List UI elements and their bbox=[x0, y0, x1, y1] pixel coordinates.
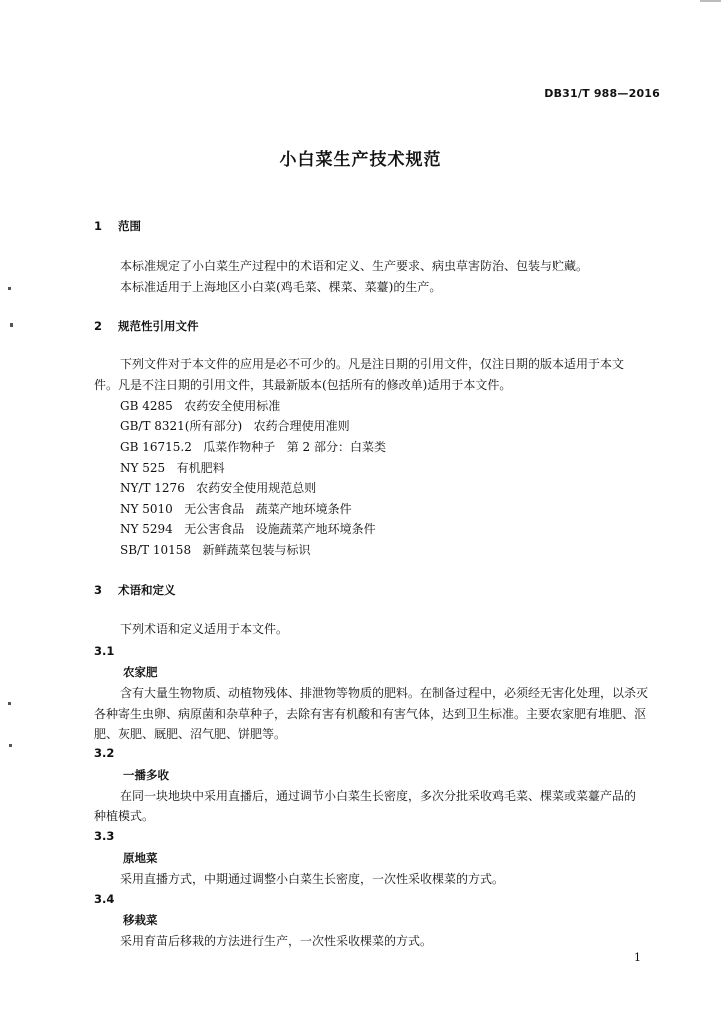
section-title: 术语和定义 bbox=[118, 583, 176, 597]
section-number: 3 bbox=[94, 583, 103, 597]
definition-line: 在同一块地块中采用直播后，通过调节小白菜生长密度，多次分批采收鸡毛菜、棵菜或菜薹产品的 bbox=[120, 789, 637, 803]
paragraph-line: 下列术语和定义适用于本文件。 bbox=[120, 622, 289, 636]
definition-line: 种植模式。 bbox=[94, 809, 155, 823]
page-number: 1 bbox=[634, 951, 641, 964]
section-heading-2 bbox=[94, 318, 199, 334]
paragraph-line: 本标准适用于上海地区小白菜(鸡毛菜、棵菜、菜薹)的生产。 bbox=[120, 280, 442, 294]
scan-mark bbox=[8, 287, 11, 290]
term-name: 一播多收 bbox=[123, 768, 169, 782]
reference-item: GB/T 8321(所有部分) 农药合理使用准则 bbox=[120, 419, 350, 433]
section-title: 范围 bbox=[118, 219, 141, 233]
reference-item: NY 5294 无公害食品 设施蔬菜产地环境条件 bbox=[120, 522, 376, 536]
paragraph-line: 件。凡是不注日期的引用文件，其最新版本(包括所有的修改单)适用于本文件。 bbox=[94, 378, 512, 392]
reference-item: SB/T 10158 新鲜蔬菜包装与标识 bbox=[120, 543, 311, 557]
clause-number: 3.1 bbox=[94, 644, 115, 658]
clause-number: 3.2 bbox=[94, 746, 115, 760]
clause-number: 3.4 bbox=[94, 892, 115, 906]
paragraph-line: 本标准规定了小白菜生产过程中的术语和定义、生产要求、病虫草害防治、包装与贮藏。 bbox=[120, 259, 589, 273]
section-number: 2 bbox=[94, 319, 103, 333]
section-number: 1 bbox=[94, 219, 103, 233]
document-title: 小白菜生产技术规范 bbox=[279, 150, 442, 170]
reference-item: NY/T 1276 农药安全使用规范总则 bbox=[120, 481, 317, 495]
term-name: 农家肥 bbox=[123, 665, 158, 679]
reference-item: NY 5010 无公害食品 蔬菜产地环境条件 bbox=[120, 502, 352, 516]
scan-mark bbox=[8, 702, 11, 705]
reference-item: NY 525 有机肥料 bbox=[120, 461, 225, 475]
definition-line: 含有大量生物物质、动植物残体、排泄物等物质的肥料。在制备过程中，必须经无害化处理，以杀灭 bbox=[120, 686, 649, 700]
document-code: DB31/T 988—2016 bbox=[544, 87, 660, 100]
definition-line: 采用直播方式，中期通过调整小白菜生长密度，一次性采收棵菜的方式。 bbox=[120, 872, 505, 886]
scan-mark bbox=[700, 0, 721, 2]
reference-item: GB 16715.2 瓜菜作物种子 第 2 部分：白菜类 bbox=[120, 440, 386, 454]
section-title: 规范性引用文件 bbox=[118, 319, 199, 333]
scan-mark bbox=[9, 744, 12, 747]
section-heading-1 bbox=[94, 218, 141, 234]
scan-mark bbox=[10, 323, 13, 327]
definition-line: 采用育苗后移栽的方法进行生产，一次性采收棵菜的方式。 bbox=[120, 934, 433, 948]
term-name: 原地菜 bbox=[123, 851, 158, 865]
definition-line: 肥、灰肥、厩肥、沼气肥、饼肥等。 bbox=[94, 727, 287, 741]
paragraph-line: 下列文件对于本文件的应用是必不可少的。凡是注日期的引用文件，仅注日期的版本适用于本文 bbox=[120, 357, 625, 371]
section-heading-3 bbox=[94, 582, 176, 598]
reference-item: GB 4285 农药安全使用标准 bbox=[120, 399, 281, 413]
clause-number: 3.3 bbox=[94, 829, 115, 843]
definition-line: 各种寄生虫卵、病原菌和杂草种子，去除有害有机酸和有害气体，达到卫生标准。主要农家肥有堆肥、沤 bbox=[94, 707, 647, 721]
term-name: 移栽菜 bbox=[123, 913, 158, 927]
